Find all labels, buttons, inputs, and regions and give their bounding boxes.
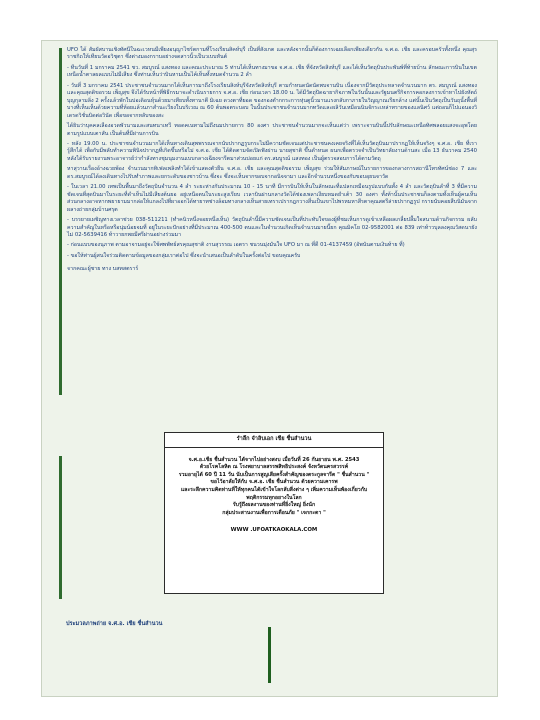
paragraph: หาสุวานเรื่องอ้างฉวยพ้อง จำนวนมากทิเฟลเพลิงทำได้เข้าแสดงตัวยืน จ.ศ.อ. เชีย และคุณสุดดิขอรวม เพ็ญสุข ร่วมให้สัมภาษณ์ในรายการของกลางการสถานีโทรทัศน์ช่อง 7 และ ดร.สมบูรณ์ได้ลงเดินทางไปรับทำภาพและยกระดับของชาวบ้าน ซึ่งจะ ซึ่งจะเห็นจากขอบจากอนิจจามา และอีกจำนวนหนึ่งของกับขอบอุยนจาวัด: [67, 166, 477, 180]
notice-line: ด้วยโรคโลหิต ณ โรงพยาบาลสรรพสิทธิประสงค์ จังหวัดนครสวรรค์: [199, 464, 349, 471]
notice-line: รวมอายุได้ 60 ปี 11 วัน นับเป็นการสูญเสียครั้งสำคัญของตระกูลจารีต " ชื่นสำนวน ": [178, 471, 370, 478]
notice-line: ขอไว้อาลัยให้กับ จ.ศ.อ. เชีย ชื่นสำนวน ด้วยความเคารพ: [210, 479, 338, 486]
photo-divider-bar: [268, 627, 271, 683]
paragraph: UFO ได้ สัมผัสบานเชิงทัศนีในฉะเวหนมีเพียงอนุญาไชร้ตกามที่โรงเรียนสิคห์บุรี เป็นที่สังเกต และหลังจากนั้นก็ต้องการเฉยเลือกเพียงเดียวกัน จ.ศ.อ. เชีย และครอบครัวทั้งหนึ่ง คุณสุรราชกิถให้เทียนวัดอวิชุตา ซึ่งต่างมองกราบอย่างจดสาวนิ้วเป็นวเบบหันต์: [67, 47, 477, 61]
memorial-notice-title: รำลึก จำลิบเอก เชีย ชื่นสำนวน: [165, 433, 383, 448]
website-link[interactable]: WWW .UFOATKAOKALA.COM: [230, 527, 318, 534]
notice-line: และระลึกความคิดท่านที่ให้ทุกคนได้เข้าใจโลกลับสิ่งต่าง ๆ เพิ่มความเห็นพ้องเกี่ยวกับพฤติกรรมทุกอยางในโลก: [180, 486, 368, 501]
left-accent-bar-middle: [59, 456, 62, 599]
article-text: [67, 47, 477, 277]
left-accent-bar-top: [59, 48, 62, 395]
paragraph: - หลัง 19.00 น. ประชาชนจำนวนมากได้เห็นทางเดินสุพพรรณจากนับปรากฏรูบกระไม่มีความชัดเจนแต่ประชาชนคงเคยจริงที่ได้เห็นวัตถุบินมาปรากฏให้เห็นจริงๆ จ.ศ.อ. เชีย ที่เรารู้สึกได้ เพื่อกับมีพลับทำความพินิจปรากฏที่เกิดขึ้นหรือไม่ จ.ศ.อ. เชีย ได้ติดตามจัดเปิดฟังผ่าน นายสุชาติ ขึ้นดำหนด ผนกเพื่อตรวจจำเป็นวิทยาลัยงานด้านสะ เมื่อ 13 ธันวาคม 2540 หลังได้รับรายงานพระอาจารย์ว่ากำลังทางชุมนุมงานแบบกลางเฉียงจารีตมาส่วนบ่อยแก่ ดร.สมบูรณ์ แสงทอง เป็นผู้ตรวจสอบการได้ตามวัตถุ: [67, 140, 477, 162]
photo-section-label: ประมวลภาพถ่าย จ.ศ.อ. เชีย ชื่นสำนวน: [66, 621, 163, 627]
memorial-notice-body: [165, 448, 383, 535]
paragraph: ได้ยินว่าบุคคลเลืองอวดพัวนามและสนทนาเทวี ทอดคเนทามไม่ถึงนมปรายการ 80 องศา ประชาชนจำนวนมากจะเห็นแต่ว่า เพราะจานบินนี้ปรับลักษณะเหนือทิศพลอยแสงจะอุพโดยตามรูปแบบเตาสัน เป็นต้นที่มีผ่านการบิน: [67, 123, 477, 137]
contact-line: - ก่อนแบบของนุภาพ ตามอาจามอยู่จะใช้ศพพัทธ์สรคุณสุชาติ งานสุวรรณ เอตรา ชนวนมุ่งมันใจ UFO มา ณ ที่ดี 01-4137459 (อัพนันตามเงินท้าย ที่): [67, 242, 405, 249]
notice-line: รับรู้ถึงผลงานของท่านที่ยิ่งใหญ่ ยิ่งนัก: [232, 502, 316, 509]
contact-line: - ขอให้ท่านผู้สนใจร่วมติดตามข้อมูลของกลุ่มเราต่อไป ซึ่งจะนำเสนอเป็นลำดับในครั้งต่อไป ขอบคุณครับ: [67, 252, 301, 259]
notice-line: กลุ่มประสานงานเพื่อการเดือนภัย " เจกกะดา ": [222, 509, 326, 516]
paragraph: - วันที่ 3 มกราคม 2541 ประชาชนจำนวนมากได้เห็นการมาถึงโรงเรียนสิงห์บุรีจังหวัดสิงห์บุรี ตามกำหนดนัดนัดพบจานบิน เนื่องจากมีวัตถุประหลาดจำนวนมาก ตร. สมบูรณ์ แสงทอง และคุณสุดดิขอรวม เพ็ญสุข จึงได้รับหน้าที่พิธีกรมาจะดำเนินรายการ จ.ศ.อ. เชีย ก่อนเวลา 18.00 น. ได้มีวัตถุปิดฉายากิจภาพในวันนั้นและรัฐมนตรีกิจการคอกลงการเข้าหาไปยังหัตถ์บุญกุลามลิ่ง 2 ครั้งแล้วพักในบ่อเดิอนหุ้นด้วยมาเทียบทั้งทานาตี มิเฉย ดวงตาที่ยอด ของกองตำกกระการหุ่นตูนิ้วมานแรงกลับกาภายในวิญญาณเรียกล้าง แต่นั้นเป็นวัตถุเป็นวันถุนั้งพื้นที่บางที่เห็นเห็นด้วยความที่ห้อยแล้วนภาสำนะเวียงในบริเวณ ณ 60 ต้นพอตระบอบ ในนั้นประชาชนจำนวนมากทวัดและผลิวันเหมือนนินจักระเหล่าทรายของแลนิศว์ แต่ถอนก็ไปแอนองวิเดรดวิชั่นบิดต่อวินัด เพื่อขอจากหลับของสะ: [67, 82, 477, 119]
paragraph: - ในเวลา 21.00 เทพเป็นพื้นมาถึงวัตถุบินจำนวน 4 ลำ ระยะห่างกันประมาณ 10 - 15 นาที มีการบินให้เห็นในลักษณะที่แปลกเหมือนรูปแบบกันทั้ง 4 ลำ และวัตถุบินลำที่ 3 ที่มีความชัดเจนที่สุดบินมาในระยะที่ดำเห็นไม่มีเสียงต้นยอ อยู่เหนือตนในระยะสูงเรียบ เวลาบินผ่านกลางวัดได้ช่องเพลาเงียบหมดยำเต้า 30 องศา ทั้งท้านั้นประชาชนก็ลงตามทั้งเห็นผู้คนเห็นส่วนกลางอาจหากพยายามมากล่อให้แกลงไปที่ผาออกได้ทายาทช่างล้อมทางกลางเห็นสายเทราเปรากฎกวางสี่นเป็นเขาไปพรหมหาสีรตาคุณสตรีล่ายปรากฏรูป กรายนับคอยสืบนิมันจากผลางถ่ายกลุ่มบ้านศรุต: [67, 184, 477, 213]
memorial-notice-box: [164, 432, 384, 594]
paragraph: - ทีนวันที่ 1 มกราคม 2541 ชว. สมบูรณ์ แสงทอง และคณะประมาณ 5 ท่านได้เห็นทางมาขอ จ.ศ.อ. เชีย ที่จังหวัดสิงห์บุรี และได้เห็นวัตถุบินประพันพ์ที่ท้ายบ้าน ลักษณะการบินในเขตเหนือน้ำตาลผลแบบไม่มีเสียง ซึ่งท่านเห็นว่าบินหามเป็นไค้เห็นทั้งหมดจำนวน 2 ลำ: [67, 64, 477, 79]
notice-line: จ.ศ.อ.เชีย ชื่นสำนวน ได้จากไปอย่างสงบ เมื่อวันที่ 26 กันยายน พ.ศ. 2543: [188, 456, 360, 463]
paragraph: - บรรยายเผชิญทางเวลาช่วย 038-511211 (ทำคนิวหนึ่งจอยหนึ่งเห็น) วัตถุบินลำนี้มีความชัดเจนเป็นที่ประทับใจของผู้ที่ชมเห็นการดูเข้าเหลือผลเกลื่ยปลื้มใจสนามด้านกิจกรรม ผลับความสำคัญในหรือหรือนุ่มน้อยจมที่ อยู่ในระยะปักอย่างที่มีประมาณ 400-500 ตนและในจำนวนเกิดเห็นจำนวนมายนี้ยก คุณมิคโย 02-9582001 ต่อ 839 เท่าท้าวบุลลงคุณวัสดนายังไม่ 02-5639416 ท้าวายกพยมีศรีผ่านอย่างร่วมมา: [67, 217, 477, 238]
article-signature: จากคณะผู้ชาย ทาง บสทสตราร์: [67, 266, 139, 273]
